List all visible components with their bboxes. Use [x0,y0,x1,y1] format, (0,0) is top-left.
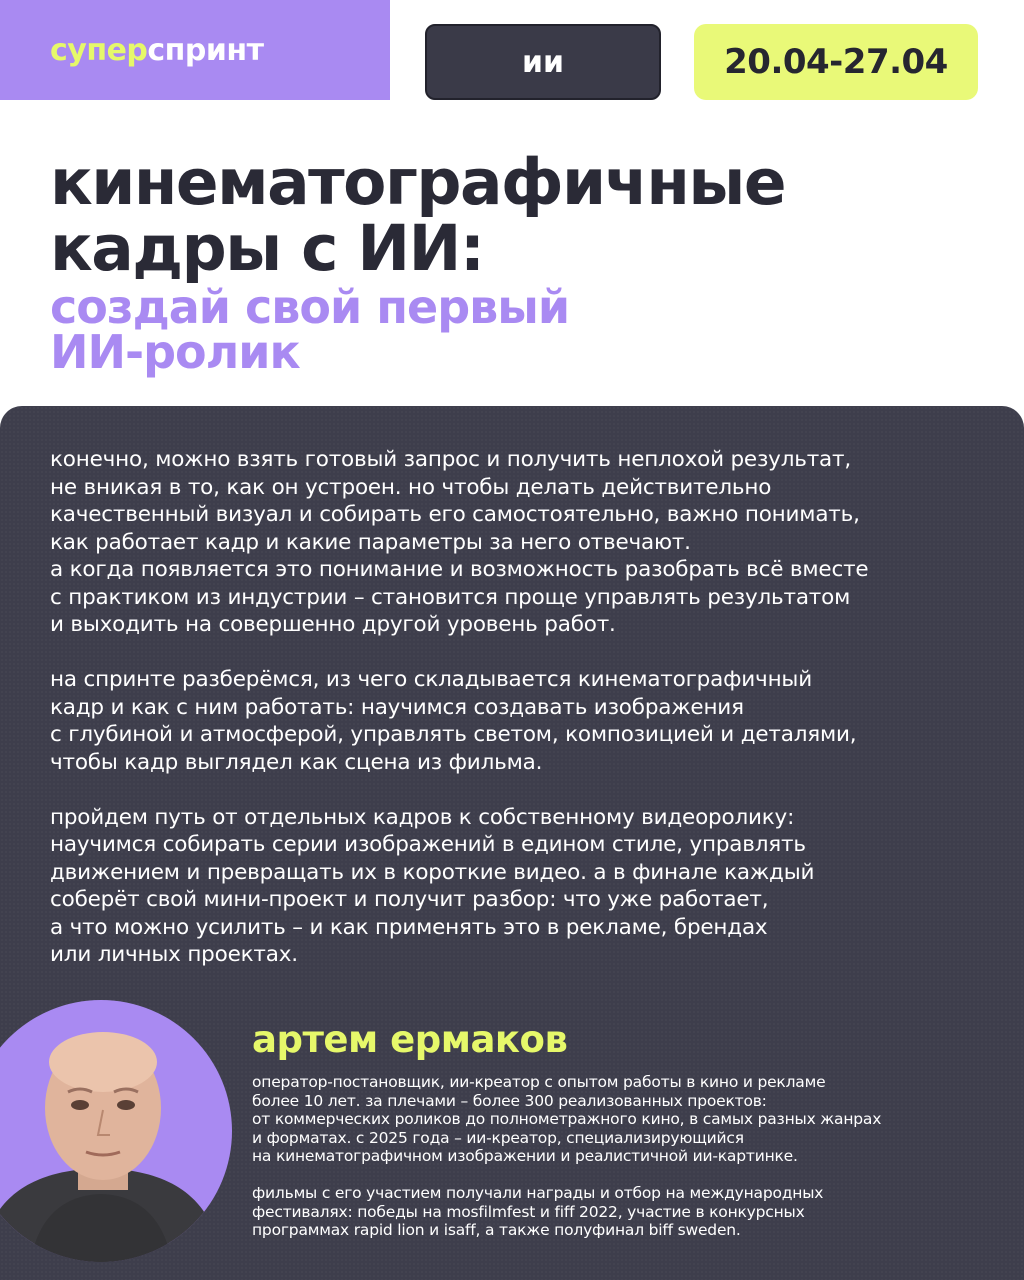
text-line: как работает кадр и какие параметры за него отвечают. [50,529,691,555]
text-line: пройдем путь от отдельных кадров к собственному видеоролику: [50,804,795,830]
text-line: с глубиной и атмосферой, управлять светом, композицией и деталями, [50,722,857,747]
text-line: а когда появляется это понимание и возможность разобрать всё вместе [50,557,869,582]
text-line: или личных проектах. [50,942,298,967]
text-line: фильмы с его участием получали награды и отбор на международных [252,1184,824,1202]
bio-experience [252,1073,1012,1166]
text-line: а что можно усилить – и как применять это в рекламе, брендах [50,914,768,940]
title-line-2: кадры с ИИ: [50,212,484,285]
paragraph-sprint [50,666,990,776]
paragraph-path [50,804,990,969]
topic-badge: ии [425,24,661,100]
paragraph-intro [50,446,990,639]
text-line: кадр и как с ним работать: научимся создавать изображения [50,694,744,720]
date-badge: 20.04-27.04 [694,24,978,100]
brand-part-super: супер [50,32,148,68]
brand-part-sprint: спринт [147,32,264,68]
title-line-1: кинематографичные [50,146,786,219]
text-line: научимся собирать серии изображений в едином стиле, управлять [50,832,806,857]
brand-logo [0,0,390,100]
bio-awards [252,1184,1012,1240]
text-line: и выходить на совершенно другой уровень работ. [50,612,616,637]
text-line: не вникая в то, как он устроен. но чтобы делать действительно [50,474,772,500]
text-line: на кинематографичном изображении и реалистичной ии-картинке. [252,1147,798,1165]
text-line: от коммерческих роликов до полнометражного кино, в самых разных жанрах [252,1110,882,1128]
text-line: фестивалях: победы на mosfilmfest и fiff 2022, участие в конкурсных [252,1202,805,1221]
subtitle-line-2: ИИ-ролик [50,325,300,379]
text-line: оператор-постановщик, ии-креатор с опытом работы в кино и рекламе [252,1073,826,1091]
page-title [50,146,1010,285]
text-line: на спринте разберёмся, из чего складывается кинематографичный [50,667,812,692]
text-line: программах rapid lion и isaff, а также полуфинал biff sweden. [252,1221,741,1239]
text-line: с практиком из индустрии – становится проще управлять результатом [50,584,851,610]
subtitle-line-1: создай свой первый [50,280,570,334]
speaker-name: артем ермаков [252,1018,568,1061]
text-line: и форматах. с 2025 года – ии-креатор, специализирующийся [252,1128,744,1147]
description [50,446,990,996]
text-line: соберёт свой мини-проект и получит разбор: что уже работает, [50,887,769,912]
text-line: движением и превращать их в короткие видео. а в финале каждый [50,859,815,885]
page-subtitle [50,280,950,379]
text-line: чтобы кадр выглядел как сцена из фильма. [50,749,543,775]
speaker-bio [252,1073,1012,1258]
text-line: качественный визуал и собирать его самостоятельно, важно понимать, [50,502,860,527]
text-line: конечно, можно взять готовый запрос и получить неплохой результат, [50,447,851,472]
text-line: более 10 лет. за плечами – более 300 реализованных проектов: [252,1091,767,1110]
